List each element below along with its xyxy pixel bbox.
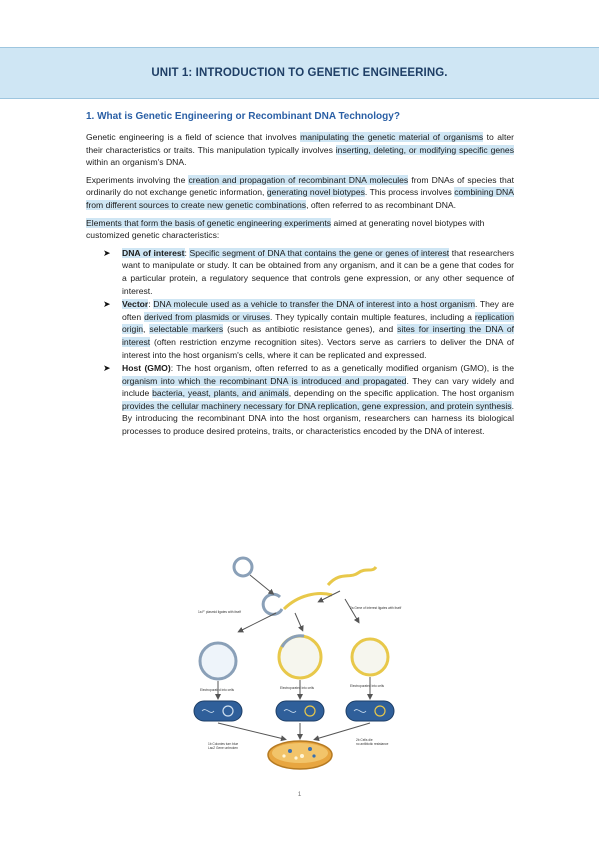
bacterium-cell-icon [346,701,394,721]
highlight: Elements that form the basis of genetic engineering experiments [86,217,332,228]
bacterium-cell-icon [194,701,242,721]
highlight: provides the cellular machinery necessary for DNA replication, gene expression, and protein synthesis [122,400,512,411]
figure-illustration [180,551,425,776]
label-right-ligate: 2a Gene of interest ligates with itself [350,606,402,610]
plasmid-icon [234,558,252,576]
list-item-host: ➤ Host (GMO): The host organism, often referred to as a genetically modified organism (GMO), is the organism into which the recombinant DNA is introduced and propagated. They can vary widely and include bacteria, yeast, plants, and animals, depending on the specific application. The host organism provides the cellular machinery necessary for DNA replication, gene expression, and protein synthesis. By introducing the recombinant DNA into the host organism, researchers can harness its biological processes to produce desired proteins, traits, or characteristics encoded by the DNA of interest. [103,363,514,437]
gene-loop-icon [352,639,388,675]
page-number: 1 [297,791,302,798]
gene-fragment-icon [328,567,376,585]
paragraph-elements-intro: Elements that form the basis of genetic engineering experiments aimed at generating novel biotypes with customized genetic characteristics: [86,217,485,241]
elements-list [86,247,514,438]
label-no-resistance: no antibiotic resistance [356,742,389,746]
arrow-bullet-icon: ➤ [103,363,111,374]
document-body [86,110,514,439]
self-ligated-plasmid-icon [200,643,236,679]
highlight: organism into which the recombinant DNA is introduced and propagated [122,375,407,386]
highlight: combining DNA from different sources to create new genetic combinations [86,187,514,210]
highlight: Specific segment of DNA that contains the gene or genes of interest [189,247,450,258]
recombinant-dna-figure [180,551,425,776]
paragraph-experiments: Experiments involving the creation and propagation of recombinant DNA molecules from DNAs of species that ordinarily do not exchange genetic information, generating novel biotypes. This process involves combining DNA from different sources to create new genetic combinations, often referred to as recombinant DNA. [86,174,515,210]
paragraph-definition: Genetic engineering is a field of science that involves manipulating the genetic material of organisms to alter their characteristics or traits. This manipulation typically involves inserting, deleting, or modifying specific genes within an organism's DNA. [86,132,514,168]
highlight: sites for inserting the DNA of interest [122,324,515,347]
highlight: bacteria, yeast, plants, and animals [152,388,289,399]
highlight: creation and propagation of recombinant DNA molecules [188,174,409,185]
term: Vector [122,299,149,310]
label-electroporated-left: Electroporated into cells [200,688,235,692]
term: DNA of interest [122,247,185,258]
section-heading: 1. What is Genetic Engineering or Recombinant DNA Technology? [86,111,400,122]
list-item-dna-of-interest: ➤ DNA of interest: Specific segment of DNA that contains the gene or genes of interest that researchers want to manipulate or study. It can be obtained from any organism, and it can be a gene that codes for a particular protein, a regulatory sequence that controls gene expression, or any other sequence of interest. [103,247,515,296]
label-electroporated-mid: Electroporated into cells [280,686,315,690]
highlight: selectable markers [149,324,224,335]
arrow-bullet-icon: ➤ [103,299,111,310]
list-item-vector: ➤ Vector: DNA molecule used as a vehicle to transfer the DNA of interest into a host organism. They are often derived from plasmids or viruses. They typically contain multiple features, including a replication origin, selectable markers (such as antibiotic resistance genes), and sites for inserting the DNA of interest (often restriction enzyme recognition sites). Vectors serve as carriers to deliver the DNA of interest into the host organism's cells, where it can be replicated and expressed. [103,299,515,360]
term: Host (GMO) [122,363,171,374]
unit-title: UNIT 1: INTRODUCTION TO GENETIC ENGINEERING. [151,67,448,79]
label-electroporated-right: Electroporated into cells [350,684,385,688]
highlight: inserting, deleting, or modifying specific genes [335,144,514,155]
label-left-ligate: 1a F' plasmid ligates with itself [198,610,241,614]
petri-dish-icon [268,741,332,769]
highlight: manipulating the genetic material of organisms [300,132,484,142]
label-cells-die: 2b Cells die [356,738,373,742]
highlight: replication origin [122,311,515,335]
arrow-bullet-icon: ➤ [103,247,111,258]
highlight: derived from plasmids or viruses [144,311,270,322]
label-colonies-blue: 1b Colonies turn blue [208,742,239,746]
unit-title-banner [0,47,599,99]
label-lacz-unbroken: LacZ Gene unbroken [208,746,238,750]
highlight: generating novel biotypes [266,187,365,198]
bacterium-cell-icon [276,701,324,721]
highlight: DNA molecule used as a vehicle to transfer the DNA of interest into a host organism [153,299,476,310]
cut-plasmid-icon [263,594,282,614]
